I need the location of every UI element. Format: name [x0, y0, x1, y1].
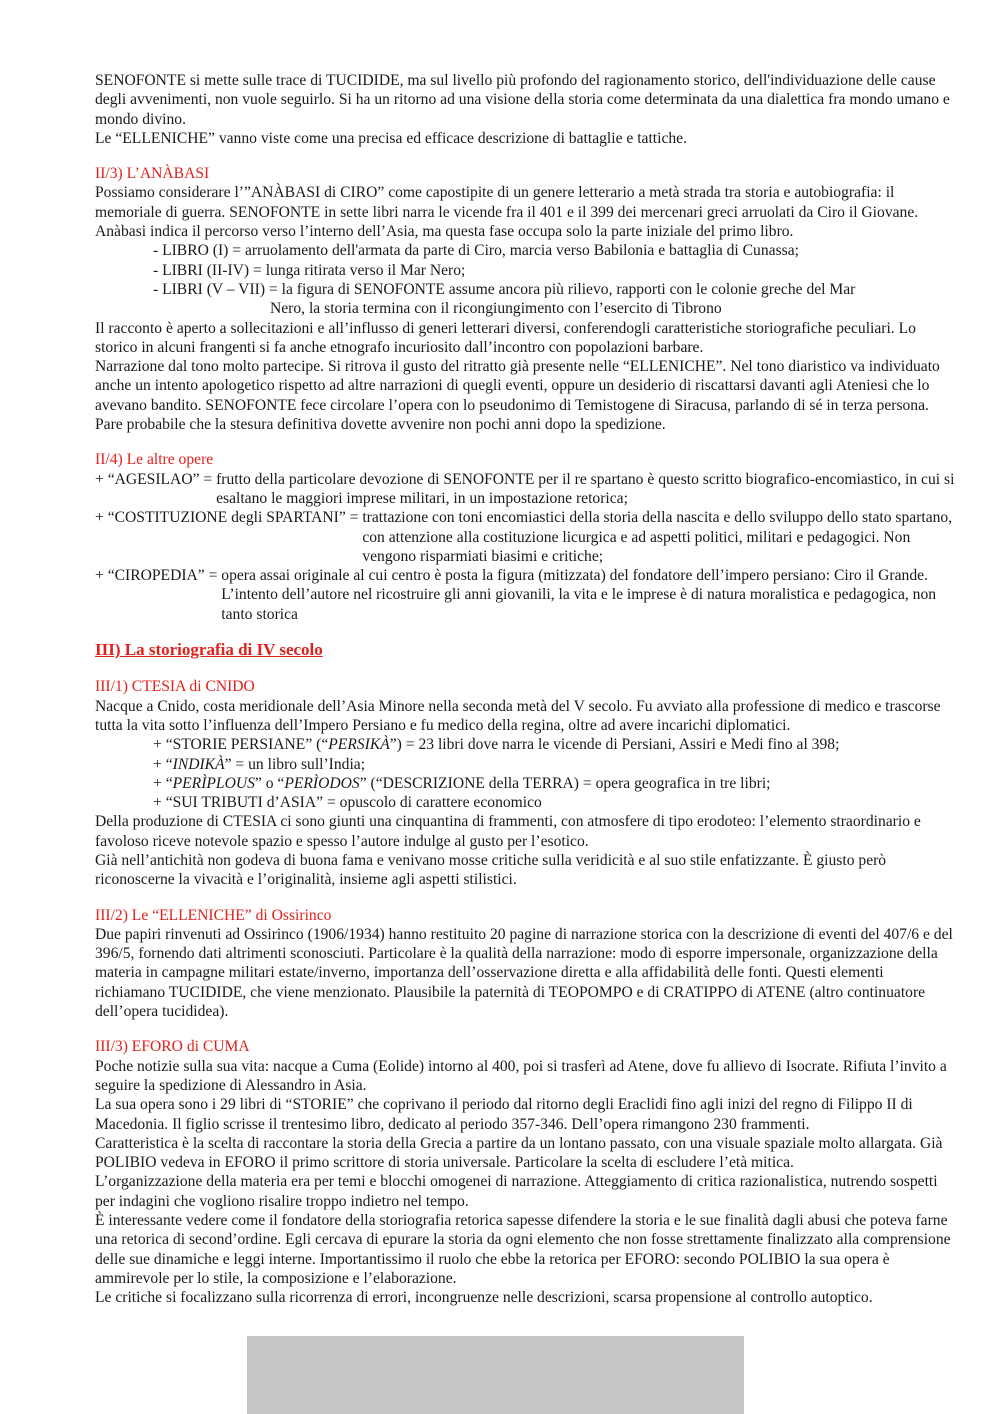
- paragraph: Nacque a Cnido, costa meridionale dell’Asia Minore nella seconda metà del V secolo. Fu avviato alla professione di medico e trascorse tutta la vita sotto l’influenza dell’Impero Persiano e fu medico della regina, oltre ad avere incarichi diplomatici.: [95, 697, 941, 734]
- section-heading-eforo: III/3) EFORO di CUMA: [95, 1038, 250, 1056]
- paragraph: Il racconto è aperto a sollecitazioni e all’influsso di generi letterari diversi, conferendogli caratteristiche storiografiche peculiari. Lo storico in alcuni frangenti si fa anche etnografo incuriosito dall’incontro con popolazioni barbare.: [95, 319, 916, 356]
- paragraph: Caratteristica è la scelta di raccontare la storia della Grecia a partire da un lontano passato, con una visuale spaziale molto allargata. Già POLIBIO vedeva in EFORO il primo scrittore di storia universale. Particolare la scelta di escludere l’età mitica.: [95, 1134, 943, 1172]
- work-title: + “CIROPEDIA” =: [95, 567, 222, 585]
- section-heading-altre-opere: II/4) Le altre opere: [95, 451, 214, 469]
- footer-placeholder-box: [247, 1336, 744, 1414]
- list-item: - LIBRO (I) = arruolamento dell'armata da parte di Ciro, marcia verso Babilonia e battaglia di Cunassa;: [153, 242, 799, 260]
- list-item: - LIBRI (II-IV) = lunga ritirata verso il Mar Nero;: [153, 261, 466, 279]
- work-description: frutto della particolare devozione di SENOFONTE per il re spartano è questo scritto biografico-encomiastico, in cui si esaltano le maggiori imprese militari, in un impostazione retorica;: [216, 470, 955, 507]
- paragraph: Narrazione dal tono molto partecipe. Si ritrova il gusto del ritratto già presente nelle “ELLENICHE”. Nel tono diaristico va individuato anche un intento apologetico rispetto ad altre narrazioni di quegli eventi, oppure un desiderio di riscattarsi davanti agli Ateniesi che lo avevano bandito. SENOFONTE fece circolare l’opera con lo pseudonimo di Temistogene di Siracusa, parlando di sé in terza persona. Pare probabile che la stesura definitiva dovette avvenire non pochi anni dopo la spedizione.: [95, 358, 940, 434]
- paragraph: Poche notizie sulla sua vita: nacque a Cuma (Eolide) intorno al 400, poi si trasferì ad Atene, dove fu allievo di Isocrate. Rifiuta l’invito a seguire la spedizione di Alessandro in Asia.: [95, 1057, 947, 1094]
- list-item: + “INDIKÀ” = un libro sull’India;: [153, 755, 366, 773]
- paragraph: Possiamo considerare l’”ANÀBASI di CIRO” come capostipite di un genere letterario a metà strada tra storia e autobiografia: il memoriale di guerra. SENOFONTE in sette libri narra le vicende fra il 401 e il 399 dei mercenari greci arruolati da Ciro il Giovane. Anàbasi indica il percorso verso l’interno dell’Asia, ma questa fase occupa solo la parte iniziale del primo libro.: [95, 184, 919, 241]
- list-item: + “SUI TRIBUTI d’ASIA” = opuscolo di carattere economico: [153, 794, 542, 812]
- list-item: + “STORIE PERSIANE” (“PERSIKÀ”) = 23 libri dove narra le vicende di Persiani, Assiri e Medi fino al 398;: [153, 736, 840, 754]
- paragraph: La sua opera sono i 29 libri di “STORIE” che coprivano il periodo dal ritorno degli Eraclidi fino agli inizi del regno di Filippo II di Macedonia. Il figlio scrisse il trentesimo libro, dedicato al periodo 357-346. Dell’opera rimangono 230 frammenti.: [95, 1096, 913, 1133]
- work-title: + “AGESILAO” =: [95, 470, 217, 488]
- list-item-continuation: Nero, la storia termina con il ricongiungimento con l’esercito di Tibrono: [270, 300, 722, 318]
- paragraph: Le critiche si focalizzano sulla ricorrenza di errori, incongruenze nelle descrizioni, scarsa propensione al controllo autoptico.: [95, 1289, 873, 1307]
- chapter-heading: III) La storiografia di IV secolo: [95, 640, 323, 660]
- list-item: + “PERÌPLOUS” o “PERÌODOS” (“DESCRIZIONE della TERRA) = opera geografica in tre libri;: [153, 774, 771, 792]
- work-entry-agesilao: [95, 470, 955, 509]
- paragraph: L’organizzazione della materia era per temi e blocchi omogenei di narrazione. Atteggiamento di critica razionalistica, nutrendo sospetti per indagini che vogliono risalire troppo indietro nel tempo.: [95, 1173, 938, 1210]
- section-heading-anabasi: II/3) L’ANÀBASI: [95, 165, 210, 183]
- paragraph: Della produzione di CTESIA ci sono giunti una cinquantina di frammenti, con atmosfere di tipo erodoteo: l’elemento straordinario e favoloso riceve notevole spazio e spesso l’autore indulge al gusto per l’esotico.: [95, 813, 921, 850]
- paragraph: Già nell’antichità non godeva di buona fama e venivano mosse critiche sulla veridicità e al suo stile enfatizzante. È giusto però riconoscerne la vivacità e l’originalità, insieme agli aspetti stilistici.: [95, 851, 887, 889]
- section-heading-ossirinco: III/2) Le “ELLENICHE” di Ossirinco: [95, 906, 332, 924]
- work-entry-costituzione: [95, 508, 955, 566]
- list-item: - LIBRI (V – VII) = la figura di SENOFONTE assume ancora più rilievo, rapporti con le colonie greche del Mar: [153, 280, 856, 298]
- work-title: + “COSTITUZIONE degli SPARTANI” =: [95, 509, 363, 527]
- paragraph: Due papiri rinvenuti ad Ossirinco (1906/1934) hanno restituito 20 pagine di narrazione storica con la descrizione di eventi del 407/6 e del 396/5, fornendo dati altrimenti sconosciuti. Particolare è la qualità della narrazione: modo di esporre impersonale, organizzazione della materia in campagne militari estate/inverno, importanza dell’osservazione diretta e alla affidabilità delle fonti. Questi elementi richiamano TUCIDIDE, che viene menzionato. Plausibile la paternità di TEOPOMPO e di CRATIPPO di ATENE (altro continuatore dell’opera tucididea).: [95, 925, 953, 1021]
- intro-paragraph: SENOFONTE si mette sulle trace di TUCIDIDE, ma sul livello più profondo del ragionamento storico, dell'individuazione delle cause degli avvenimenti, non vuole seguirlo. Si ha un ritorno ad una visione della storia come determinata da una dialettica fra mondo umano e mondo divino.: [95, 72, 950, 128]
- work-description: opera assai originale al cui centro è posta la figura (mitizzata) del fondatore dell’impero persiano: Ciro il Grande. L’intento dell’autore nel ricostruire gli anni giovanili, la vita e le imprese è di natura moralistica e pedagogica, non tanto storica: [221, 567, 937, 623]
- work-entry-ciropedia: [95, 566, 955, 624]
- work-description: trattazione con toni encomiastici della storia della nascita e dello sviluppo dello stato spartano, con attenzione alla costituzione licurgica e ad aspetti politici, militari e pedagogici. Non vengono risparmiati biasimi e critiche;: [362, 509, 953, 565]
- paragraph: È interessante vedere come il fondatore della storiografia retorica sapesse difendere la storia e le sue finalità dagli abusi che poteva farne una retorica di second’ordine. Egli cercava di epurare la storia da ogni elemento che non fosse strettamente finalizzato alla comprensione delle sue dinamiche e leggi interne. Importantissimo il ruolo che ebbe la retorica per EFORO: secondo POLIBIO la sua opera è ammirevole per lo stile, la composizione e l’elaborazione.: [95, 1212, 951, 1287]
- intro-paragraph: Le “ELLENICHE” vanno viste come una precisa ed efficace descrizione di battaglie e tattiche.: [95, 129, 687, 147]
- section-heading-ctesia: III/1) CTESIA di CNIDO: [95, 678, 255, 696]
- document-page: [95, 71, 955, 1308]
